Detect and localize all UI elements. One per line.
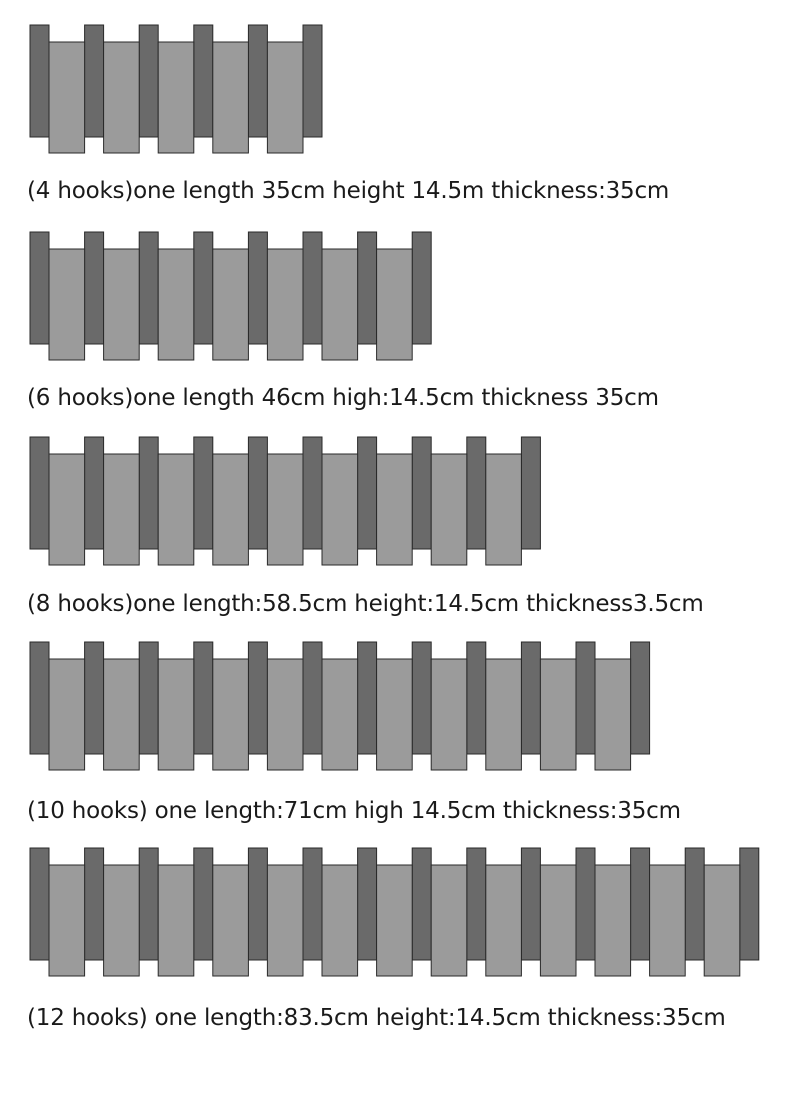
rack-post [631,848,650,960]
rack-post [303,232,322,344]
rack-post [194,437,213,549]
rack-post [139,232,158,344]
rack-slat [104,865,140,976]
rack-post [139,25,158,137]
rack-slat [431,659,467,770]
rack-slat [431,865,467,976]
rack-post [685,848,704,960]
rack-post [248,25,267,137]
rack-post [139,642,158,754]
rack-post [30,25,49,137]
rack-post [521,437,540,549]
rack-post [85,642,104,754]
rack-slat [486,454,522,565]
rack-slat [486,659,522,770]
rack-drawing-svg [0,232,790,362]
rack-post [248,642,267,754]
rack-slat [650,865,686,976]
rack-post [521,642,540,754]
rack-post [358,232,377,344]
rack-post [412,232,431,344]
rack-slat [377,865,413,976]
rack-slat [104,454,140,565]
rack-post [412,437,431,549]
rack-post [412,642,431,754]
rack-caption: (10 hooks) one length:71cm high 14.5cm thickness:35cm [27,798,681,824]
rack-slat [431,454,467,565]
rack-slat [267,42,303,153]
rack-slat [704,865,740,976]
rack-post [85,25,104,137]
rack-post [467,437,486,549]
rack-slat [213,454,249,565]
rack-post [576,848,595,960]
rack-slat [267,865,303,976]
rack-slat [595,865,631,976]
rack-caption: (6 hooks)one length 46cm high:14.5cm thickness 35cm [27,385,659,411]
rack-post [467,848,486,960]
rack-caption: (12 hooks) one length:83.5cm height:14.5cm thickness:35cm [27,1005,726,1031]
rack-post [248,232,267,344]
rack-slat [49,454,85,565]
rack-post [30,437,49,549]
rack-slat [540,865,576,976]
rack-slat [49,659,85,770]
rack-post [631,642,650,754]
rack-slat [104,42,140,153]
rack-slat [213,42,249,153]
rack-post [303,437,322,549]
rack-post [85,437,104,549]
rack-post [30,848,49,960]
rack-slat [540,659,576,770]
rack-post [30,232,49,344]
rack-slat [158,454,194,565]
rack-post [30,642,49,754]
rack-slat [322,865,358,976]
rack-slat [267,454,303,565]
rack-drawing-svg [0,642,790,772]
rack-post [576,642,595,754]
rack-slat [213,249,249,360]
rack-slat [595,659,631,770]
rack-post [358,848,377,960]
rack-post [412,848,431,960]
rack-slat [267,249,303,360]
rack-post [248,848,267,960]
rack-post [303,848,322,960]
rack-drawing-svg [0,25,790,155]
rack-post [85,848,104,960]
rack-slat [322,249,358,360]
rack-slat [267,659,303,770]
rack-post [194,848,213,960]
rack-slat [377,249,413,360]
rack-post [740,848,759,960]
rack-slat [104,659,140,770]
rack-drawing-svg [0,848,790,978]
rack-post [194,25,213,137]
rack-drawing-svg [0,437,790,567]
rack-slat [49,865,85,976]
rack-post [303,25,322,137]
rack-post [467,642,486,754]
rack-post [248,437,267,549]
rack-caption: (8 hooks)one length:58.5cm height:14.5cm thickness3.5cm [27,591,704,617]
rack-slat [322,454,358,565]
rack-caption: (4 hooks)one length 35cm height 14.5m thickness:35cm [27,178,670,204]
rack-slat [322,659,358,770]
rack-post [358,437,377,549]
rack-post [139,848,158,960]
rack-slat [213,659,249,770]
rack-slat [158,865,194,976]
rack-post [358,642,377,754]
rack-post [521,848,540,960]
rack-slat [213,865,249,976]
rack-slat [49,249,85,360]
rack-post [303,642,322,754]
rack-post [85,232,104,344]
rack-slat [49,42,85,153]
rack-slat [158,249,194,360]
rack-slat [486,865,522,976]
rack-slat [158,659,194,770]
rack-slat [104,249,140,360]
rack-slat [377,454,413,565]
rack-slat [158,42,194,153]
rack-post [194,642,213,754]
rack-post [139,437,158,549]
rack-post [194,232,213,344]
rack-slat [377,659,413,770]
